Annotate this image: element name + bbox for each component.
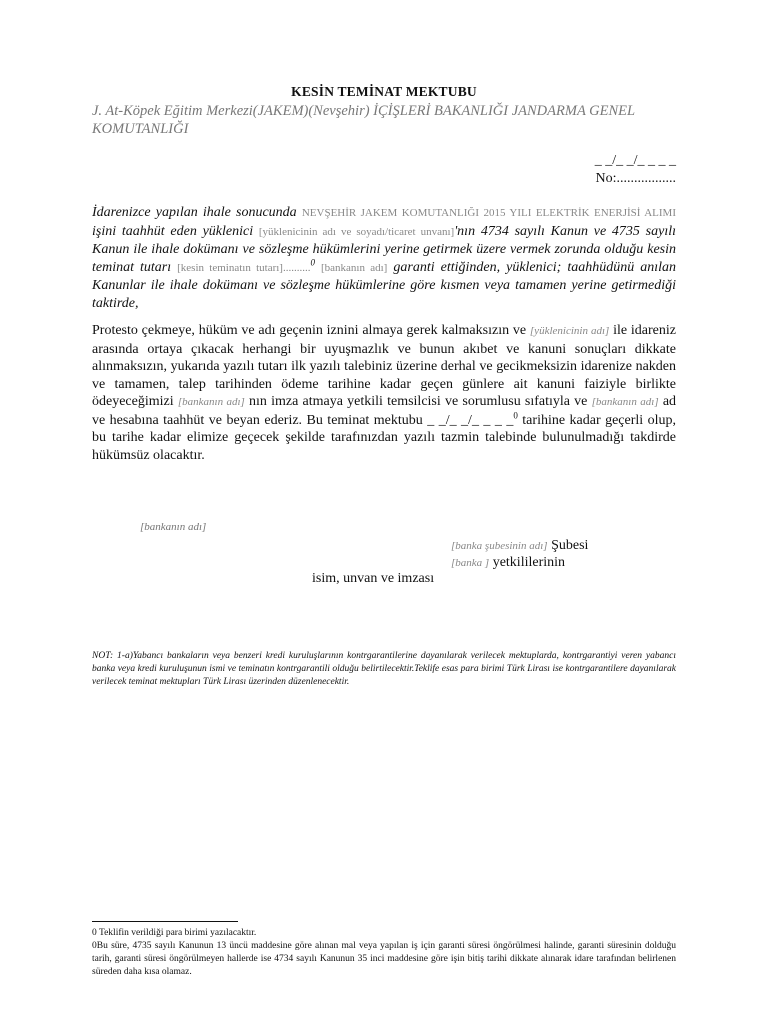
footnotes <box>92 927 676 979</box>
text-segment: 'nın 4734 sayılı Kanun ve 4735 sayılı Kanun ile ihale dokümanı ve sözleşme hükümlerini yerine getirmek üzere vermek zorunda olduğu kesin teminat tutarı <box>92 223 676 275</box>
date-number-block <box>595 152 676 188</box>
text-segment: ad ve hesabına taahhüt ve beyan ederiz. Bu teminat mektubu <box>92 394 677 428</box>
bank-placeholder: [bankanın adı] <box>177 396 245 408</box>
text-segment: ile idareniz arasında ortaya çıkacak herhangi bir uyuşmazlık ve bunun akıbet ve kanuni sonuçları dikkate alınmaksızın, yukarıda yazılı tutarı ilk yazılı talebiniz üzerine derhal ve gecikmeksizin idarenize nakden ve tamamen, talep tarihinden ödeme tarihine kadar geçen günlere ait kanuni faiziyle birlikte ödeyeceğimizi <box>92 323 676 409</box>
bank-placeholder: [bankanın adı] <box>321 261 388 274</box>
authorized-word: yetkililerinin <box>492 555 566 570</box>
footnote-item: 0 Teklifin verildiği para birimi yazılacaktır. <box>92 928 257 938</box>
number-label: No:................. <box>595 171 676 186</box>
paragraph-commitment <box>92 322 676 464</box>
branch-placeholder: [banka şubesinin adı] <box>451 540 548 552</box>
signature-authorized-line <box>451 555 565 571</box>
date-blank: _ _/_ _/_ _ _ _ <box>427 412 514 428</box>
administration-name: J. At-Köpek Eğitim Merkezi(JAKEM)(Nevşehir) İÇİŞLERİ BAKANLIĞI JANDARMA GENEL KOMUTANLIĞI <box>92 103 635 137</box>
footnote-ref: 0 <box>310 256 315 267</box>
text-segment: İdarenizce yapılan ihale sonucunda <box>92 205 297 220</box>
paragraph-guarantee <box>92 204 676 312</box>
footnote-divider <box>92 921 238 922</box>
text-segment: Protesto çekmeye, hüküm ve adı geçenin iznini almaya gerek kalmaksızın ve <box>92 323 527 338</box>
signature-name-line: isim, unvan ve imzası <box>312 571 435 586</box>
footnote-ref: 0 <box>513 409 518 420</box>
amount-placeholder: [kesin teminatın tutarı] <box>177 261 283 274</box>
signature-bank-placeholder: [bankanın adı] <box>140 521 207 533</box>
bank-short-placeholder: [banka ] <box>451 557 490 569</box>
branch-word: Şubesi <box>551 538 589 553</box>
date-placeholder: _ _/_ _/_ _ _ _ <box>594 153 676 168</box>
contractor-placeholder: [yüklenicinin adı ve soyadı/ticaret unvanı] <box>258 225 455 238</box>
contractor-placeholder: [yüklenicinin adı] <box>529 325 610 337</box>
footnote-item: 0Bu süre, 4735 sayılı Kanunun 13 üncü maddesine göre alınan mal veya yapılan iş için garanti süresi öngörülmesi halinde, garanti süresinin dolduğu tarih, garanti süresi öngörülmeyen hallerde ise 4734 sayılı Kanunun 35 inci maddesine göre işin bitiş tarihi dikkate alınarak idare tarafından belirlenen süreden daha kısa olamaz. <box>92 941 676 977</box>
text-segment: nın imza atmaya yetkili temsilcisi ve sorumlusu sıfatıyla ve <box>249 394 588 409</box>
text-segment: tarihine kadar geçerli olup, bu tarihe kadar elimize geçecek şekilde tarafınızdan yazılı tazmin talebinde bulunulmadığı takdirde hükümsüz olacaktır. <box>92 412 677 463</box>
text-segment: garanti ettiğinden, yüklenici; taahhüdünü anılan Kanunlar ile ihale dokümanı ve sözleşme hükümlerine göre kısmen veya tamamen yerine getirmediği taktirde, <box>92 259 676 311</box>
bank-placeholder: [bankanın adı] <box>591 396 659 408</box>
signature-branch-line <box>451 538 588 554</box>
text-segment: işini taahhüt eden yüklenici <box>92 223 254 239</box>
document-title: KESİN TEMİNAT MEKTUBU <box>291 84 477 99</box>
amount-dots: .......... <box>282 261 311 274</box>
note-paragraph: NOT: 1-a)Yabancı bankaların veya benzeri kredi kuruluşlarının kontrgarantilerine dayanılarak verilecek mektuplarda, kontrgarantiyi veren yabancı banka veya kredi kuruluşunun ismi ve teminatın kontrgarantili olduğu belirtilecektir.Teklife esas para birimi Türk Lirası ise kontrgarantilere dayanılarak verilecek teminat mektupları Türk Lirası üzerinden düzenlenecektir. <box>92 651 676 687</box>
tender-name: NEVŞEHİR JAKEM KOMUTANLIĞI 2015 YILI ELEKTRİK ENERJİSİ ALIMI <box>301 207 677 219</box>
